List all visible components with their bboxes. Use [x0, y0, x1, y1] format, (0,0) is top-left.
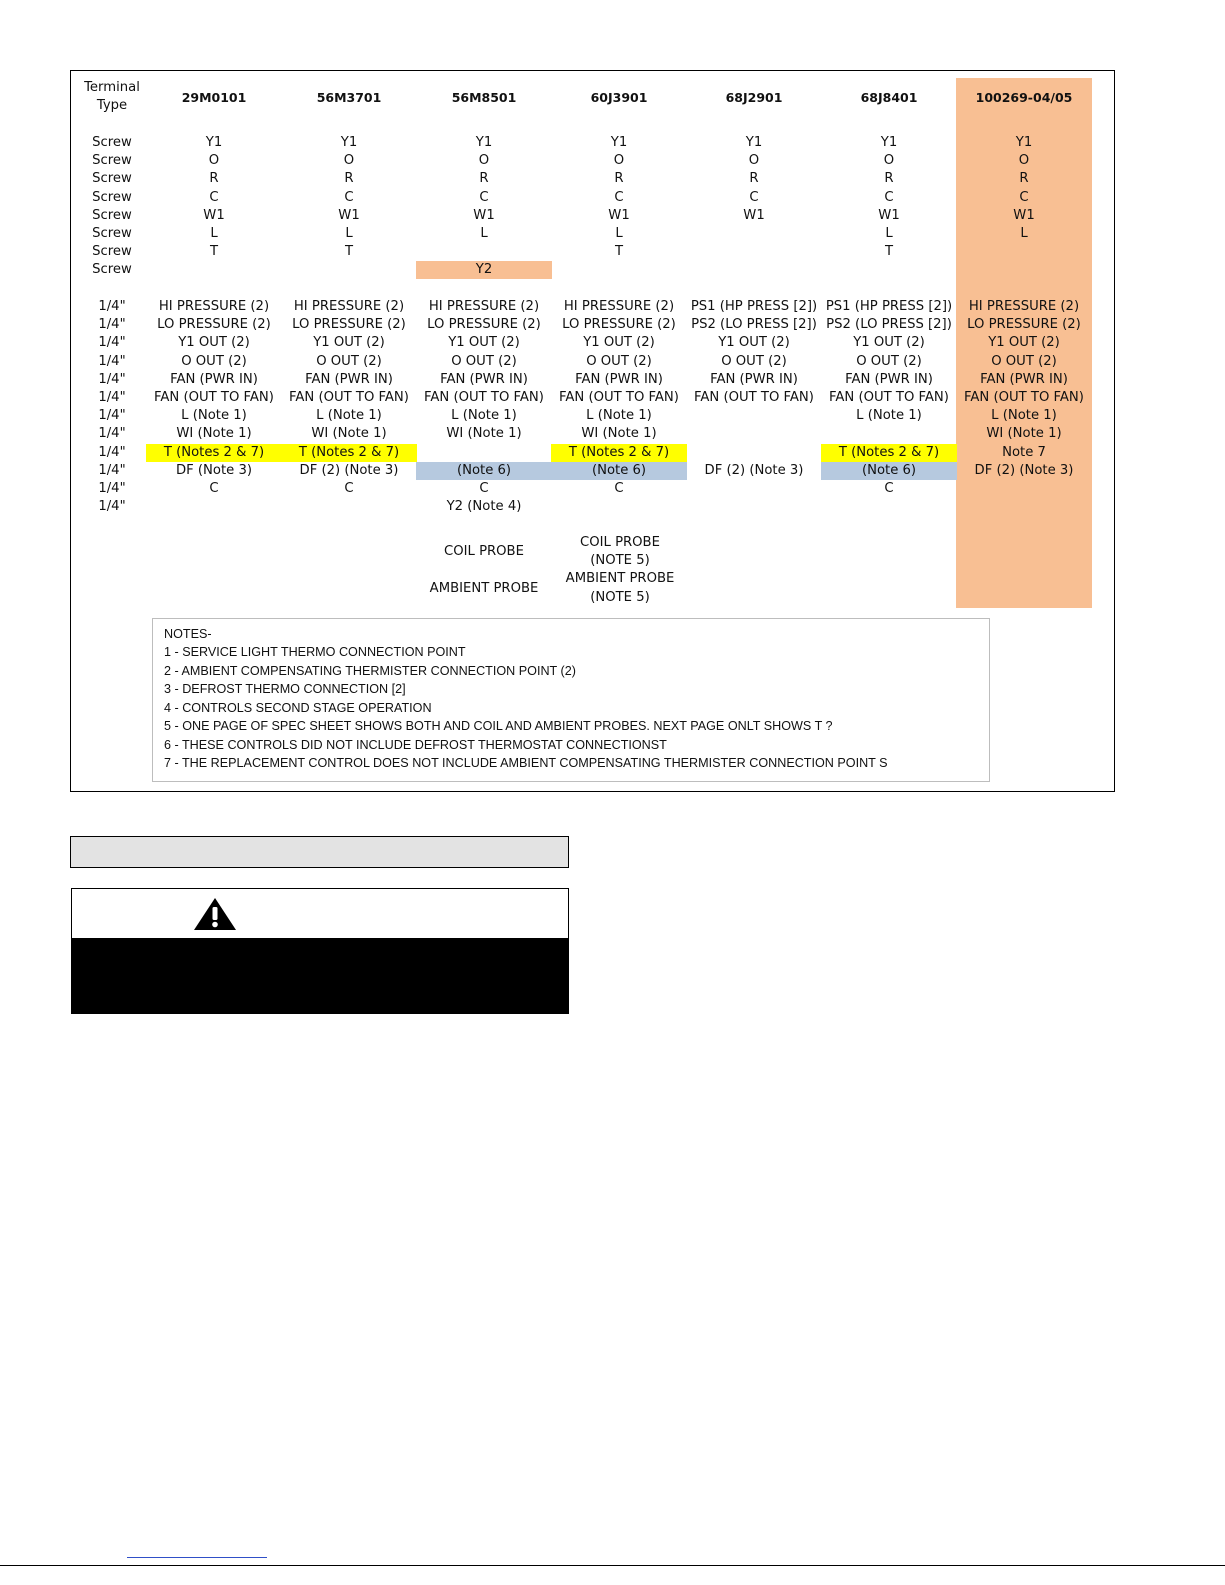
table-cell: W1 — [743, 207, 765, 223]
table-cell: Y1 — [205, 135, 223, 150]
table-cell: PS2 (LO PRESS [2]) — [826, 317, 952, 333]
table-cell: Y1 OUT (2) — [988, 335, 1060, 351]
table-cell: L — [480, 226, 488, 241]
table-cell: C — [479, 189, 489, 205]
table-cell: HI PRESSURE (2) — [293, 299, 405, 314]
warning-box — [71, 888, 569, 1014]
table-cell: FAN (PWR IN) — [575, 371, 663, 387]
table-cell: Y1 OUT (2) — [313, 335, 385, 351]
table-cell: T (Notes 2 & 7) — [551, 444, 687, 462]
table-cell: O OUT (2) — [586, 353, 652, 369]
table-cell: WI (Note 1) — [581, 426, 657, 442]
table-cell: O OUT (2) — [181, 353, 247, 369]
table-cell: R — [344, 171, 354, 187]
note-line: 5 - ONE PAGE OF SPEC SHEET SHOWS BOTH AND COIL AND AMBIENT PROBES. NEXT PAGE ONLT SHOWS T ? — [164, 719, 833, 733]
column-header: 60J3901 — [590, 90, 648, 105]
table-cell: L — [345, 226, 353, 241]
table-cell: LO PRESSURE (2) — [562, 317, 676, 333]
table-cell: T — [209, 244, 219, 260]
table-cell: (Note 6) — [821, 462, 957, 480]
terminal-type-cell: Screw — [92, 226, 132, 241]
table-cell: DF (2) (Note 3) — [299, 462, 399, 478]
table-cell: DF (2) (Note 3) — [974, 462, 1074, 478]
warning-body — [72, 938, 568, 1013]
table-cell: FAN (OUT TO FAN) — [829, 390, 949, 405]
table-cell: C — [1019, 189, 1029, 205]
table-cell: DF (2) (Note 3) — [704, 462, 804, 478]
table-cell: HI PRESSURE (2) — [968, 299, 1080, 314]
table-cell: C — [884, 189, 894, 205]
terminal-type-header-line1: Terminal — [84, 80, 140, 95]
footer-link-underline[interactable] — [127, 1557, 267, 1558]
table-cell: WI (Note 1) — [311, 426, 387, 442]
terminal-type-cell: Screw — [92, 244, 132, 260]
table-cell: L — [885, 226, 893, 241]
footer-rule — [0, 1565, 1225, 1566]
table-cell: FAN (PWR IN) — [980, 371, 1068, 387]
table-cell: Y1 OUT (2) — [448, 335, 520, 351]
note-line: 1 - SERVICE LIGHT THERMO CONNECTION POINT — [164, 645, 466, 659]
table-cell: C — [209, 481, 219, 496]
table-cell: L (Note 1) — [856, 408, 922, 424]
column-header: 29M0101 — [181, 90, 247, 105]
table-cell: W1 — [473, 207, 495, 223]
table-cell: R — [749, 171, 759, 187]
terminal-type-cell: 1/4" — [98, 390, 126, 405]
table-cell: W1 — [1013, 207, 1035, 223]
table-cell: O — [613, 153, 625, 169]
table-cell: Y1 OUT (2) — [178, 335, 250, 351]
column-header: 56M8501 — [451, 90, 517, 105]
table-cell: LO PRESSURE (2) — [292, 317, 406, 333]
notes-box — [152, 618, 990, 782]
terminal-type-cell: 1/4" — [98, 462, 126, 478]
table-cell: C — [479, 481, 489, 496]
terminal-type-cell: Screw — [92, 207, 132, 223]
terminal-type-cell: 1/4" — [98, 481, 126, 496]
warning-header — [72, 889, 568, 938]
notes-title: NOTES- — [164, 627, 212, 641]
terminal-type-cell: 1/4" — [98, 371, 126, 387]
table-cell: Y1 OUT (2) — [853, 335, 925, 351]
table-cell: WI (Note 1) — [446, 426, 522, 442]
terminal-type-cell: Screw — [92, 171, 132, 187]
table-cell: R — [614, 171, 624, 187]
table-cell: C — [614, 189, 624, 205]
table-cell: Y1 — [475, 135, 493, 150]
table-cell: C — [344, 189, 354, 205]
column-header: 68J2901 — [725, 90, 783, 105]
table-cell: C — [209, 189, 219, 205]
terminal-type-cell: 1/4" — [98, 299, 126, 314]
table-cell: Y1 — [880, 135, 898, 150]
terminal-type-cell: Screw — [92, 262, 132, 278]
table-cell: T (Notes 2 & 7) — [821, 444, 957, 462]
table-cell: L (Note 1) — [181, 408, 247, 424]
terminal-type-cell: 1/4" — [98, 317, 126, 333]
probe-label: COIL PROBE — [580, 535, 660, 550]
table-cell: O OUT (2) — [991, 353, 1057, 369]
table-cell: (Note 6) — [551, 462, 687, 480]
terminal-type-cell: 1/4" — [98, 444, 126, 460]
table-cell: W1 — [203, 207, 225, 223]
table-cell: L — [210, 226, 218, 241]
table-cell: HI PRESSURE (2) — [428, 299, 540, 314]
table-cell: LO PRESSURE (2) — [967, 317, 1081, 333]
terminal-type-header-line2: Type — [96, 98, 128, 113]
table-cell: Y1 — [610, 135, 628, 150]
table-cell: T — [344, 244, 354, 260]
table-cell: C — [344, 481, 354, 496]
probe-note: (NOTE 5) — [590, 553, 650, 568]
table-cell: T — [614, 244, 624, 260]
probe-note: (NOTE 5) — [590, 590, 650, 605]
terminal-type-cell: 1/4" — [98, 426, 126, 442]
table-cell: FAN (OUT TO FAN) — [559, 390, 679, 405]
table-cell: FAN (PWR IN) — [305, 371, 393, 387]
table-cell: L (Note 1) — [316, 408, 382, 424]
table-cell: PS1 (HP PRESS [2]) — [825, 299, 953, 314]
table-cell: R — [884, 171, 894, 187]
table-cell: C — [614, 481, 624, 496]
table-cell: FAN (OUT TO FAN) — [289, 390, 409, 405]
probe-label: COIL PROBE — [444, 544, 524, 559]
table-cell: L (Note 1) — [586, 408, 652, 424]
section-heading-bar — [70, 836, 569, 868]
probe-label: AMBIENT PROBE — [429, 581, 539, 596]
table-cell: O — [883, 153, 895, 169]
table-cell: T (Notes 2 & 7) — [281, 444, 417, 462]
terminal-type-cell: Screw — [92, 153, 132, 169]
table-cell: L (Note 1) — [451, 408, 517, 424]
table-cell: L — [1020, 226, 1028, 241]
table-cell: O — [208, 153, 220, 169]
terminal-type-cell: 1/4" — [98, 408, 126, 424]
note-line: 6 - THESE CONTROLS DID NOT INCLUDE DEFROST THERMOSTAT CONNECTIONST — [164, 738, 667, 752]
table-cell: T (Notes 2 & 7) — [146, 444, 282, 462]
terminal-type-cell: 1/4" — [98, 353, 126, 369]
table-cell: C — [749, 189, 759, 205]
table-cell: Note 7 — [1002, 444, 1046, 460]
note-line: 4 - CONTROLS SECOND STAGE OPERATION — [164, 701, 432, 715]
table-cell: FAN (PWR IN) — [845, 371, 933, 387]
note-line: 7 - THE REPLACEMENT CONTROL DOES NOT INCLUDE AMBIENT COMPENSATING THERMISTER CONNECTION POINT S — [164, 756, 888, 770]
terminal-type-cell: 1/4" — [98, 335, 126, 351]
table-cell: WI (Note 1) — [176, 426, 252, 442]
table-cell: PS1 (HP PRESS [2]) — [690, 299, 818, 314]
table-cell: Y1 — [340, 135, 358, 150]
probe-label: AMBIENT PROBE — [565, 571, 675, 586]
table-cell: R — [209, 171, 219, 187]
table-cell: Y1 OUT (2) — [718, 335, 790, 351]
table-cell: (Note 6) — [416, 462, 552, 480]
table-cell: Y1 — [1015, 135, 1033, 150]
terminal-type-cell: 1/4" — [98, 499, 126, 515]
table-cell: FAN (PWR IN) — [440, 371, 528, 387]
table-cell: W1 — [338, 207, 360, 223]
table-cell: O — [478, 153, 490, 169]
table-cell: FAN (PWR IN) — [170, 371, 258, 387]
table-cell: DF (Note 3) — [175, 462, 253, 478]
table-cell: C — [884, 481, 894, 496]
table-cell: WI (Note 1) — [986, 426, 1062, 442]
column-header: 68J8401 — [860, 90, 918, 105]
note-line: 2 - AMBIENT COMPENSATING THERMISTER CONNECTION POINT (2) — [164, 664, 576, 678]
table-cell: O OUT (2) — [316, 353, 382, 369]
terminal-type-cell: Screw — [92, 135, 132, 150]
terminal-type-cell: Screw — [92, 189, 132, 205]
table-cell: HI PRESSURE (2) — [158, 299, 270, 314]
table-cell: Y1 OUT (2) — [583, 335, 655, 351]
table-cell: O — [1018, 153, 1030, 169]
table-cell: PS2 (LO PRESS [2]) — [691, 317, 817, 333]
table-cell: L — [615, 226, 623, 241]
column-header: 56M3701 — [316, 90, 382, 105]
table-cell: R — [1019, 171, 1029, 187]
table-cell: W1 — [878, 207, 900, 223]
table-cell: FAN (OUT TO FAN) — [154, 390, 274, 405]
table-cell: R — [479, 171, 489, 187]
table-cell: O OUT (2) — [856, 353, 922, 369]
table-cell: FAN (PWR IN) — [710, 371, 798, 387]
table-cell: Y2 — [416, 261, 552, 279]
column-header: 100269-04/05 — [975, 90, 1073, 105]
table-cell: O OUT (2) — [451, 353, 517, 369]
table-cell: Y1 — [745, 135, 763, 150]
table-cell: LO PRESSURE (2) — [157, 317, 271, 333]
table-cell: FAN (OUT TO FAN) — [964, 390, 1084, 405]
table-cell: LO PRESSURE (2) — [427, 317, 541, 333]
table-cell: O OUT (2) — [721, 353, 787, 369]
table-cell: T — [884, 244, 894, 260]
table-cell: L (Note 1) — [991, 408, 1057, 424]
table-cell: HI PRESSURE (2) — [563, 299, 675, 314]
table-cell: O — [748, 153, 760, 169]
warning-triangle-icon — [193, 897, 237, 931]
table-cell: Y2 (Note 4) — [446, 499, 522, 515]
note-line: 3 - DEFROST THERMO CONNECTION [2] — [164, 682, 406, 696]
table-cell: FAN (OUT TO FAN) — [694, 390, 814, 405]
table-cell: W1 — [608, 207, 630, 223]
table-cell: FAN (OUT TO FAN) — [424, 390, 544, 405]
table-cell: O — [343, 153, 355, 169]
